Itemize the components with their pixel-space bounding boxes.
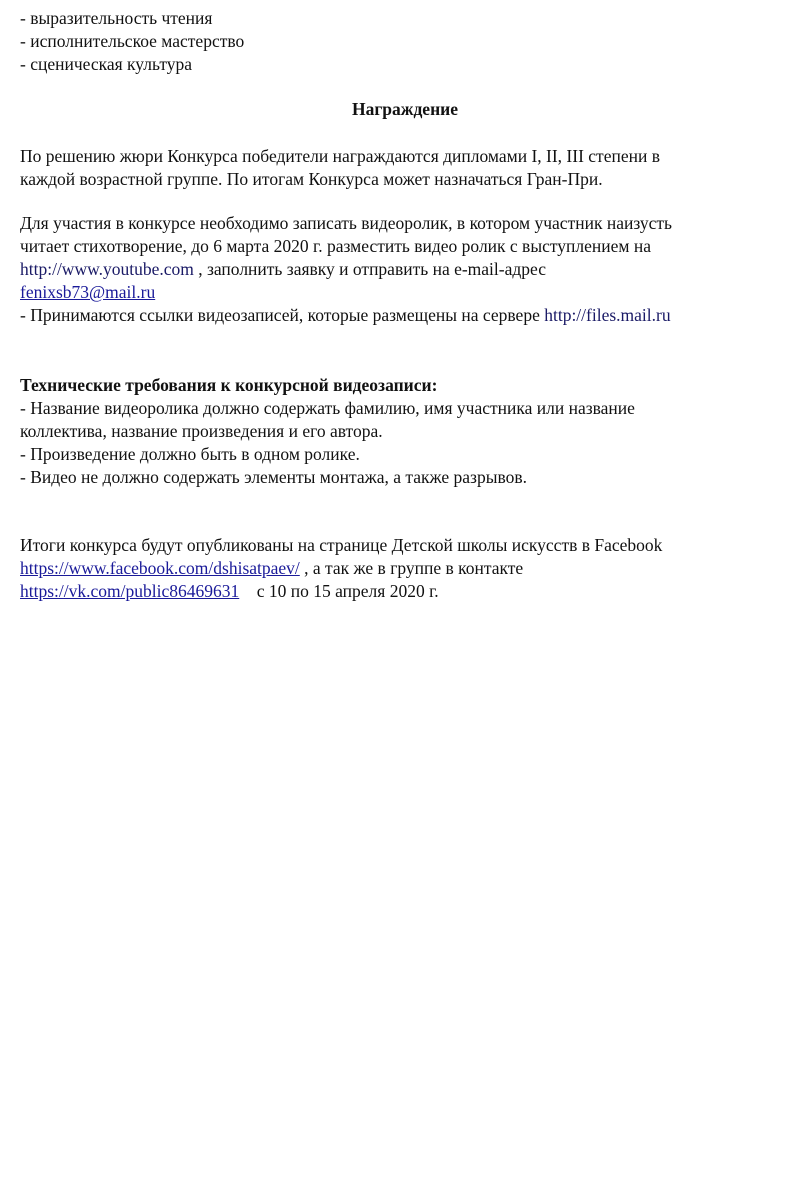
technical-heading: Технические требования к конкурсной видеозаписи: <box>20 375 438 395</box>
technical-item-1-line-2: коллектива, название произведения и его автора. <box>20 421 383 441</box>
awards-heading: Награждение <box>351 99 459 119</box>
criteria-item-reading-expressiveness: - выразительность чтения <box>20 8 213 28</box>
vk-link[interactable]: https://vk.com/public86469631 <box>20 581 240 601</box>
results-line-1: Итоги конкурса будут опубликованы на странице Детской школы искусств в Facebook <box>20 535 663 555</box>
results-line-2-text: , а так же в группе в контакте <box>299 558 524 578</box>
participation-line-3-text: , заполнить заявку и отправить на e-mail-адрес <box>193 259 547 279</box>
files-mail-link[interactable]: http://files.mail.ru <box>544 305 671 325</box>
results-line-3-text: с 10 по 15 апреля 2020 г. <box>239 581 439 601</box>
awards-paragraph-line-1: По решению жюри Конкурса победители награждаются дипломами I, II, III степени в <box>20 146 660 166</box>
youtube-link[interactable]: http://www.youtube.com <box>20 259 194 279</box>
participation-line-1: Для участия в конкурсе необходимо записать видеоролик, в котором участник наизусть <box>20 213 673 233</box>
technical-item-3: - Видео не должно содержать элементы монтажа, а также разрывов. <box>20 467 527 487</box>
results-line-2 <box>20 557 523 579</box>
participation-line-5-text: - Принимаются ссылки видеозаписей, которые размещены на сервере <box>20 305 545 325</box>
technical-item-1-line-1: - Название видеоролика должно содержать фамилию, имя участника или название <box>20 398 635 418</box>
awards-paragraph-line-2: каждой возрастной группе. По итогам Конкурса может назначаться Гран-При. <box>20 169 603 189</box>
email-link[interactable]: fenixsb73@mail.ru <box>20 282 156 302</box>
facebook-link[interactable]: https://www.facebook.com/dshisatpaev/ <box>20 558 300 578</box>
technical-item-2: - Произведение должно быть в одном ролике. <box>20 444 360 464</box>
criteria-item-stage-culture: - сценическая культура <box>20 54 193 74</box>
participation-line-2: читает стихотворение, до 6 марта 2020 г. разместить видео ролик с выступлением на <box>20 236 651 256</box>
participation-line-4 <box>20 281 155 303</box>
participation-line-3 <box>20 258 546 280</box>
results-line-3 <box>20 580 439 602</box>
participation-line-5 <box>20 304 671 326</box>
criteria-item-performance-skill: - исполнительское мастерство <box>20 31 245 51</box>
